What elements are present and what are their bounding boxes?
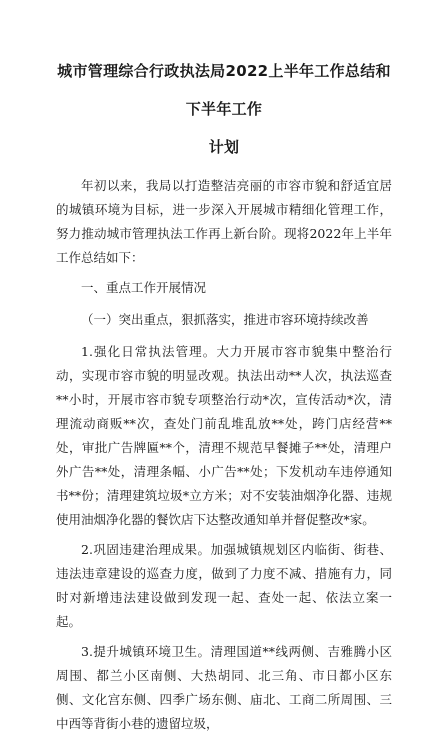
subsection-heading: （一）突出重点，狠抓落实，推进市容环境持续改善 <box>81 312 369 327</box>
document-title <box>56 52 392 166</box>
title-line-1: 城市管理综合行政执法局2022上半年工作总结和下半年工作 <box>57 62 391 118</box>
document-body <box>56 174 392 736</box>
section-heading: 一、重点工作开展情况 <box>81 280 207 295</box>
item-3-paragraph: 3.提升城镇环境卫生。清理国道**线两侧、吉雅腾小区周围、都兰小区南侧、大热胡同、北三角、市日都小区东侧、文化宫东侧、四季广场东侧、庙北、工商二所周围、三中西等背街小巷的遗留垃圾， <box>56 644 392 731</box>
item-1-paragraph: 1.强化日常执法管理。大力开展市容市貌集中整治行动，实现市容市貌的明显改观。执法出动**人次，执法巡查**小时，开展市容市貌专项整治行动*次，宣传活动*次，清理流动商贩**次，查处门前乱堆乱放**处，跨门店经营**处，审批广告牌匾**个，清理不规范早餐摊子**处，清理户外广告**处，清理条幅、小广告**处；下发机动车违停通知书**份；清理建筑垃圾*立方米；对不安装油烟净化器、违规使用油烟净化器的餐饮店下达整改通知单并督促整改*家。 <box>56 344 392 527</box>
item-2-paragraph: 2.巩固违建治理成果。加强城镇规划区内临街、街巷、违法违章建设的巡查力度，做到了力度不减、措施有力，同时对新增违法建设做到发现一起、查处一起、依法立案一起。 <box>56 542 392 629</box>
title-line-2: 计划 <box>208 138 240 156</box>
intro-paragraph: 年初以来，我局以打造整洁亮丽的市容市貌和舒适宜居的城镇环境为目标，进一步深入开展城市精细化管理工作，努力推动城市管理执法工作再上新台阶。现将2022年上半年工作总结如下： <box>56 178 392 265</box>
